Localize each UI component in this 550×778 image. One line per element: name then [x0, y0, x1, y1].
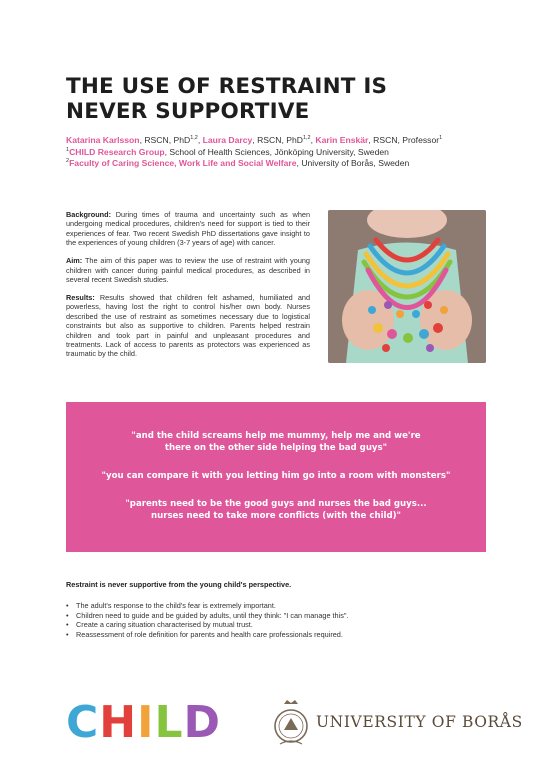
author-name-1: Katarina Karlsson	[66, 135, 140, 145]
conclusion-item: • The adult's response to the child's fear is extremely important.	[66, 601, 486, 610]
aim-paragraph	[66, 256, 310, 284]
background-label: Background:	[66, 210, 111, 219]
conclusion-item: • Children need to guide and be guided by adults, until they think: "I can manage this".	[66, 611, 486, 620]
title-line-2: NEVER SUPPORTIVE	[66, 99, 310, 124]
affiliation-1-sup: 1	[66, 146, 70, 153]
boras-name: UNIVERSITY OF BORÅS	[316, 713, 523, 731]
child-logo-letter: C	[66, 697, 100, 748]
affiliation-1	[66, 147, 486, 159]
child-logo-letter: L	[154, 697, 184, 748]
quote-2	[66, 470, 486, 482]
quote-1	[66, 430, 486, 455]
affiliation-2	[66, 158, 486, 170]
photo-illustration	[328, 210, 486, 363]
author-block	[66, 135, 486, 170]
quote-2-line-1: "you can compare it with you letting him go into a room with monsters"	[101, 471, 451, 481]
quote-3	[66, 498, 486, 523]
child-logo-letter: D	[183, 697, 222, 748]
aim-label: Aim:	[66, 256, 83, 266]
child-logo-letter: I	[137, 697, 155, 748]
author-sep-2: ,	[310, 135, 316, 145]
results-label: Results:	[66, 293, 95, 303]
quote-1-line-2: there on the other side helping the bad guys"	[164, 443, 388, 454]
conclusion-item: • Reassessment of role definition for parents and health care professionals required.	[66, 630, 486, 639]
quote-3-line-2: nurses need to take more conflicts (with the child)"	[150, 511, 402, 522]
author-cred-3: , RSCN, Professor	[368, 135, 440, 145]
author-cred-1: , RSCN, PhD	[139, 135, 191, 145]
affiliation-2-name: Faculty of Caring Science, Work Life and Social Welfare	[69, 158, 297, 169]
child-necklace-photo	[328, 210, 486, 363]
quote-1-line-1: "and the child screams help me mummy, help me and we're	[131, 431, 421, 441]
child-logo-text	[66, 698, 221, 748]
university-of-boras-logo	[272, 700, 523, 748]
affiliation-2-rest: , University of Borås, Sweden	[296, 158, 410, 169]
author-sup-2: 1,2	[302, 135, 311, 142]
author-name-3: Karin Enskär	[315, 135, 369, 145]
affiliation-2-sup: 2	[66, 158, 70, 165]
quote-3-line-1: "parents need to be the good guys and nurses the bad guys...	[125, 499, 427, 509]
conclusion-item: • Create a caring situation characterised by mutual trust.	[66, 620, 486, 629]
aim-text: The aim of this paper was to review the use of restraint with young children with cancer during painful medical procedures, as described in several recent Swedish studies.	[66, 256, 310, 285]
background-text: During times of trauma and uncertainty such as when undergoing medical procedures, children's need for support is tied to their experiences of fear. Two recent Swedish PhD dissertations gave insight to the experiences of young children (3-7 years of age) with cancer.	[66, 210, 310, 248]
author-line	[66, 135, 486, 147]
author-cred-2: , RSCN, PhD	[252, 135, 303, 145]
results-paragraph	[66, 293, 310, 359]
boras-seal-icon	[272, 700, 310, 748]
author-sup-1: 1,2	[190, 135, 198, 142]
abstract-section	[66, 210, 310, 367]
author-sep-1: ,	[197, 135, 203, 145]
title-line-1: THE USE OF RESTRAINT IS	[66, 74, 388, 99]
conclusion-section	[66, 580, 486, 639]
author-name-2: Laura Darcy	[202, 135, 253, 145]
conclusion-list	[66, 601, 486, 639]
author-sup-3: 1	[439, 135, 443, 142]
affiliation-1-name: CHILD Research Group	[69, 146, 165, 157]
child-logo-letter: H	[99, 697, 138, 748]
poster-title	[66, 74, 466, 124]
conclusion-lead: Restraint is never supportive from the young child's perspective.	[66, 580, 292, 589]
child-logo	[66, 690, 236, 752]
affiliation-1-rest: , School of Health Sciences, Jönköping University, Sweden	[164, 146, 389, 157]
results-text: Results showed that children felt ashamed, humiliated and powerless, having lost the right to control his/her own body. Nurses described the use of restraint as sometimes necessary due to logistical constraints but also as supportive to children. Parents helped restrain children and took part in painful and unpleasant procedures and treatments. Lack of access to parents as protectors was experienced as traumatic by the child.	[66, 293, 310, 359]
background-paragraph	[66, 210, 310, 248]
quotes-panel	[66, 402, 486, 552]
